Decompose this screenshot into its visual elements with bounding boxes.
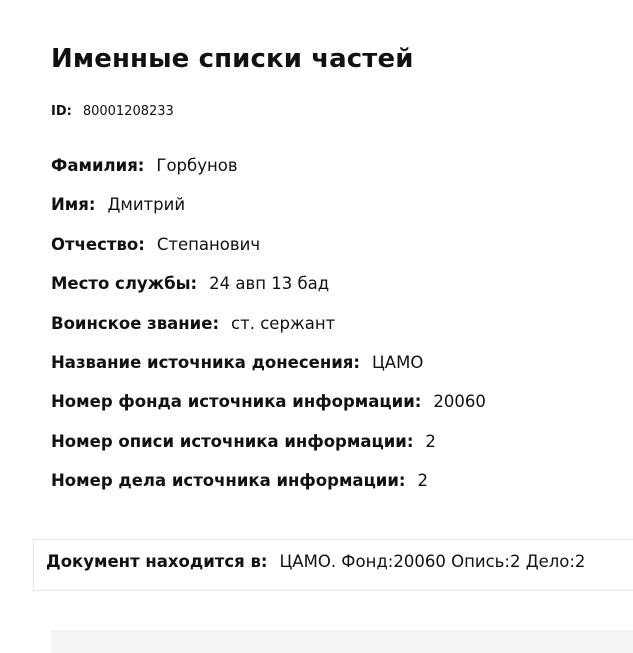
field-label: Номер описи источника информации:	[51, 431, 414, 451]
field-label: Фамилия:	[51, 156, 145, 175]
field-first-name	[51, 193, 486, 232]
document-location-label: Документ находится в:	[46, 552, 268, 571]
field-inventory-number	[51, 430, 486, 469]
record-id-label: ID:	[51, 104, 72, 119]
field-value: 2	[417, 471, 429, 491]
field-value: Горбунов	[156, 156, 238, 175]
field-patronymic	[51, 233, 486, 272]
field-place-of-service	[51, 272, 486, 311]
field-report-source	[51, 351, 486, 390]
field-label: Отчество:	[51, 234, 145, 254]
field-surname	[51, 154, 486, 193]
document-location	[46, 550, 585, 574]
field-military-rank	[51, 312, 486, 351]
field-label: Название источника донесения:	[51, 352, 360, 372]
field-label: Номер дела источника информации:	[51, 471, 406, 491]
field-value: 2	[425, 431, 436, 451]
field-value: Степанович	[156, 234, 261, 254]
field-value: 24 авп 13 бад	[209, 274, 330, 294]
field-label: Имя:	[51, 195, 96, 215]
field-value: 20060	[433, 392, 486, 412]
record-id	[51, 104, 174, 119]
person-details	[51, 154, 486, 509]
document-viewer-panel	[51, 630, 633, 653]
document-location-value: ЦАМО. Фонд:20060 Опись:2 Дело:2	[279, 552, 586, 571]
field-file-number	[51, 469, 486, 508]
document-location-box	[33, 539, 633, 591]
field-label: Воинское звание:	[51, 313, 220, 333]
field-label: Место службы:	[51, 274, 198, 294]
field-value: ст. сержант	[231, 313, 336, 333]
field-fund-number	[51, 390, 486, 429]
field-value: Дмитрий	[107, 195, 186, 215]
field-label: Номер фонда источника информации:	[51, 392, 422, 412]
page-title: Именные списки частей	[51, 44, 414, 74]
field-value: ЦАМО	[372, 352, 424, 372]
record-id-value: 80001208233	[82, 104, 174, 119]
